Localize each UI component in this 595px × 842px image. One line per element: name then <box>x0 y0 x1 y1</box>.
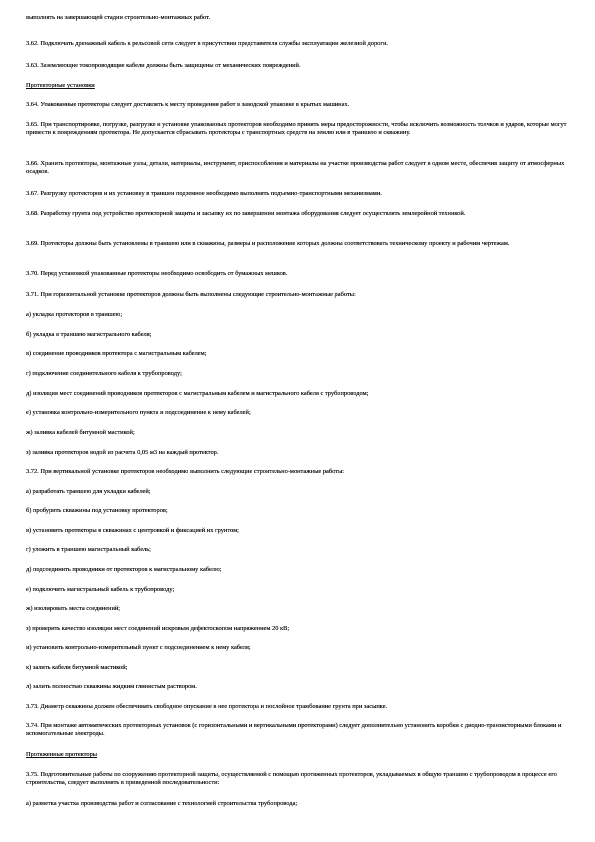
list-item-3-71-e: е) установка контрольно-измерительного пункта и подсоединение к нему кабелей; <box>26 409 251 416</box>
paragraph-3-73: 3.73. Диаметр скважины должен обеспечивать свободное опускание в нее протектора и послойное трамбование грунта при засыпке. <box>26 703 388 710</box>
list-item-3-72-l: л) залить полностью скважины жидким глинистым раствором. <box>26 683 197 690</box>
list-item-3-72-zh: ж) изолировать места соединений; <box>26 605 121 612</box>
paragraph-3-64: 3.64. Упакованные протекторы следует доставлять к месту проведения работ в заводской упаковке в крытых машинах. <box>26 101 350 108</box>
paragraph-3-65: 3.65. При транспортировке, погрузке, разгрузке и установке упакованных протекторов необходимо принять меры предосторожности, чтобы исключить возможность толчков и ударов, которые могут привести к повреждениям протектора. Не допускается сбрасывать протекторы с транспортных средств на землю или в траншею и скважину. <box>26 121 567 136</box>
section-heading-protector-installations: Протекторные установки <box>26 82 95 89</box>
paragraph-3-67: 3.67. Разгрузку протекторов и их установку в траншеи подземное необходимо выполнять подъемно-транспортными механизмами. <box>26 190 382 197</box>
list-item-3-72-v: в) установить протекторы в скважинах с центровкой и фиксацией их грунтом; <box>26 527 239 534</box>
list-item-3-72-d: д) подсоединить проводники от протекторов к магистральному кабелю; <box>26 566 222 573</box>
paragraph-continuation: выполнять на завершающей стадии строительно-монтажных работ. <box>26 14 211 21</box>
list-item-3-72-z: з) проверить качество изоляции мест соединений искровым дефектоскопом напряжением 20 кВ; <box>26 625 290 632</box>
paragraph-3-68: 3.68. Разработку грунта под устройство протекторной защиты и засыпку их по завершении монтажа оборудования следует осуществлять землеройной техникой. <box>26 210 466 217</box>
paragraph-3-75: 3.75. Подготовительные работы по сооружению протекторной защиты, осуществляемой с помощью протяженных протекторов, укладываемых в общую траншею с трубопроводом в процессе его строительства, следует выполнять в приведенной последовательности: <box>26 771 557 786</box>
paragraph-3-63: 3.63. Заземляющие токопроводящие кабели должны быть защищены от механических повреждений. <box>26 62 301 69</box>
list-item-3-75-a: а) разметка участка производства работ и согласование с технологией строительства трубопровода; <box>26 800 298 807</box>
list-item-3-71-a: а) укладка протекторов в траншею; <box>26 311 123 318</box>
list-item-3-72-e: е) подключить магистральный кабель к трубопроводу; <box>26 586 175 593</box>
section-heading-extended-protectors: Протяженные протекторы <box>26 751 98 758</box>
paragraph-3-62: 3.62. Подключать дренажный кабель к рельсовой сети следует в присутствии представителя службы эксплуатации железной дороги. <box>26 40 388 47</box>
paragraph-3-70: 3.70. Перед установкой упакованные протекторы необходимо освободить от бумажных мешков. <box>26 270 288 277</box>
list-item-3-71-zh: ж) заливка кабелей битумной мастикой; <box>26 429 135 436</box>
paragraph-3-74: 3.74. При монтаже автоматических протекторных установок (с горизонтальными и вертикальными протекторами) следует дополнительно установить коробки с диодно-транзисторными блоками и вспомогательные электроды. <box>26 722 562 737</box>
list-item-3-71-g: г) подключение соединительного кабеля к трубопроводу; <box>26 370 182 377</box>
list-item-3-72-b: б) пробурить скважины под установку протекторов; <box>26 507 168 514</box>
list-item-3-72-a: а) разработать траншею для укладки кабелей; <box>26 488 151 495</box>
list-item-3-72-k: к) залить кабели битумной мастикой; <box>26 664 128 671</box>
paragraph-3-72: 3.72. При вертикальной установке протекторов необходимо выполнить следующие строительно-монтажные работы: <box>26 468 345 475</box>
list-item-3-71-b: б) укладка в траншею магистрального кабеля; <box>26 331 152 338</box>
list-item-3-72-i: и) установить контрольно-измерительный пункт с подсоединением к нему кабеля; <box>26 644 251 651</box>
list-item-3-71-d: д) изоляция мест соединений проводников протекторов с магистральным кабелем и магистрального кабеля с трубопроводом; <box>26 390 369 397</box>
list-item-3-71-v: в) соединение проводников протектора с магистральным кабелем; <box>26 350 207 357</box>
list-item-3-71-z: з) заливка протекторов водой из расчета 0,05 м3 на каждый протектор. <box>26 449 219 456</box>
list-item-3-72-g: г) уложить в траншею магистральный кабель; <box>26 546 151 553</box>
paragraph-3-66: 3.66. Хранить протекторы, монтажные узлы, детали, материалы, инструмент, приспособления и материалы на участке производства работ следует в одном месте, обеспечив защиту от атмосферных осадков. <box>26 160 565 175</box>
paragraph-3-71: 3.71. При горизонтальной установке протекторов должны быть выполнены следующие строительно-монтажные работы: <box>26 291 356 298</box>
paragraph-3-69: 3.69. Протекторы должны быть установлены в траншею или в скважины, размеры и расположение которых должны соответствовать техническому проекту и рабочим чертежам. <box>26 240 510 247</box>
